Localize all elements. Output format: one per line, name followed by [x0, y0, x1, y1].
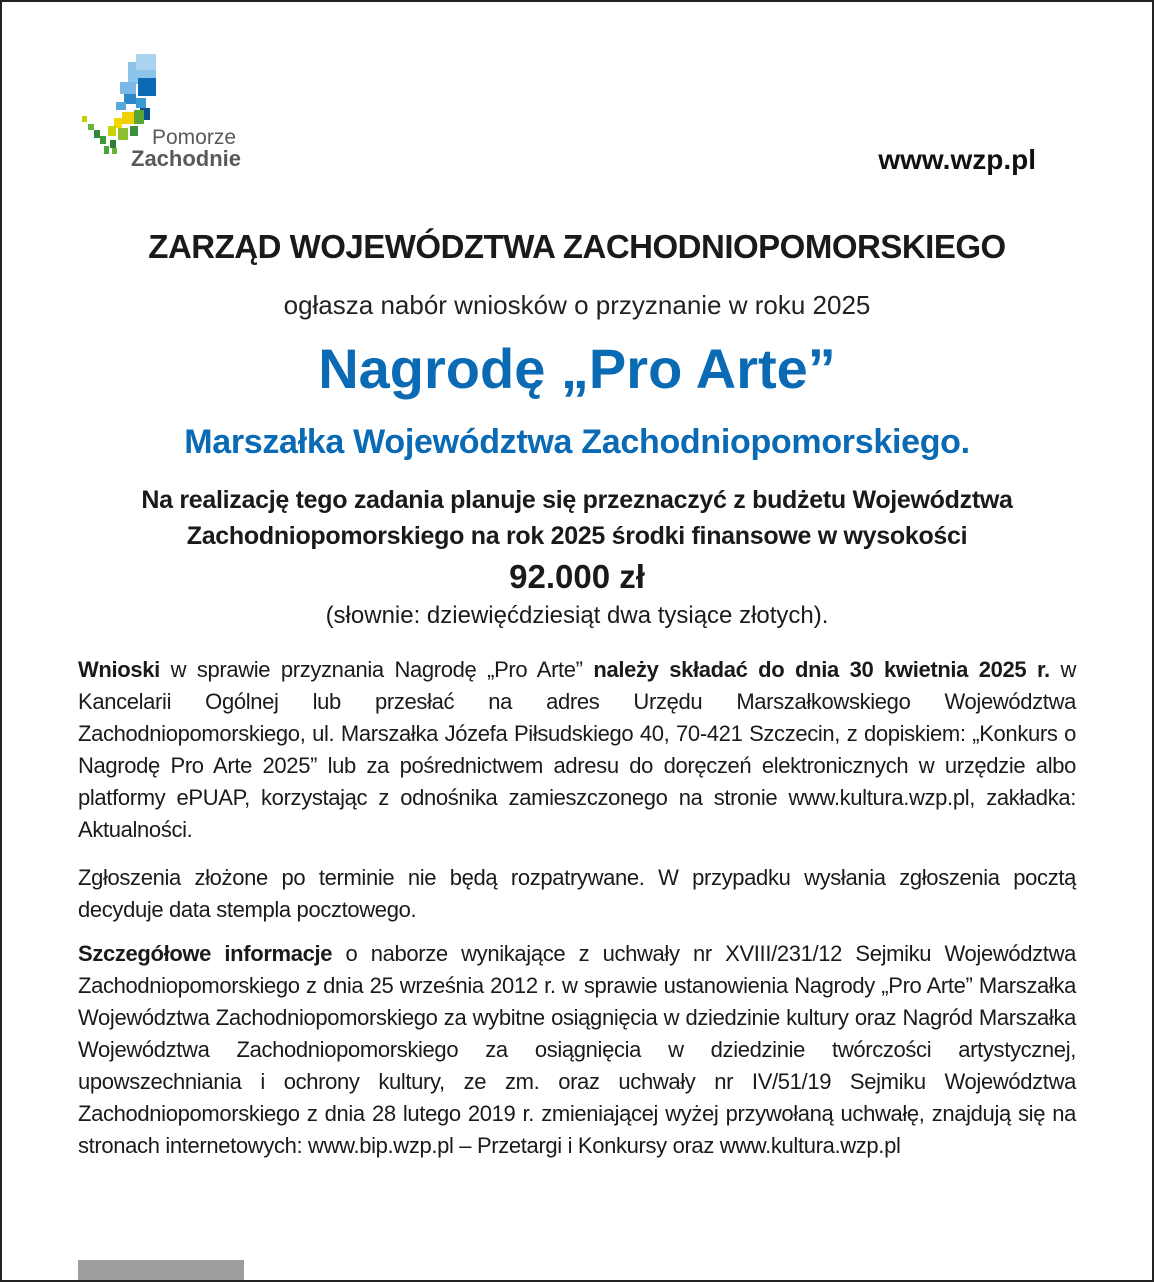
paragraph-deadline-note — [78, 862, 1076, 926]
budget-line-2: Zachodniopomorskiego na rok 2025 środki finansowe w wysokości — [186, 522, 968, 550]
announcement-subtitle: ogłasza nabór wniosków o przyznanie w roku 2025 — [283, 290, 871, 320]
budget-amount-words: (słownie: dziewięćdziesiąt dwa tysiące złotych). — [325, 602, 829, 629]
body-text: w Kancelarii Ogólnej lub przesłać na adres Urzędu Marszałkowskiego Województwa Zachodniopomorskiego, ul. Marszałka Józefa Piłsudskiego 40, 70-421 Szczecin, z dopiskiem: „Konkurs o Nagrodę Pro Arte 2025” lub za pośrednictwem adresu do doręczeń elektronicznych w urzędzie albo platformy ePUAP, korzystając z odnośnika zamieszczonego na stronie www.kultura.wzp.pl, zakładka: Aktualności. — [78, 657, 1076, 842]
logo-text-pomorze: Pomorze — [152, 126, 237, 149]
authority-heading: ZARZĄD WOJEWÓDZTWA ZACHODNIOPOMORSKIEGO — [148, 228, 1006, 265]
body-text: w sprawie przyznania Nagrodę „Pro Arte” — [159, 657, 594, 682]
budget-statement — [0, 482, 1154, 554]
bold-text: należy składać do dnia 30 kwietnia 2025 r. — [593, 657, 1050, 682]
bold-text: Wnioski — [78, 657, 160, 682]
award-title: Nagrodę „Pro Arte” — [318, 337, 836, 400]
award-subtitle: Marszałka Województwa Zachodniopomorskiego. — [184, 423, 970, 461]
budget-amount: 92.000 zł — [509, 558, 645, 595]
website-url[interactable]: www.wzp.pl — [878, 144, 1036, 175]
body-text: o naborze wynikające z uchwały nr XVIII/231/12 Sejmiku Województwa Zachodniopomorskiego z dnia 25 września 2012 r. w sprawie ustanowienia Nagrody „Pro Arte” Marszałka Województwa Zachodniopomorskiego za wybitne osiągnięcia w dziedzinie kultury oraz Nagród Marszałka Województwa Zachodniopomorskiego za osiągnięcia w dziedzinie twórczości artystycznej, upowszechniania i ochrony kultury, ze zm. oraz uchwały nr IV/51/19 Sejmiku Województwa Zachodniopomorskiego z dnia 28 lutego 2019 r. zmieniającej wyżej przywołaną uchwałę, znajdują się na stronach internetowych: www.bip.wzp.pl – Przetargi i Konkursy oraz www.kultura.wzp.pl — [78, 941, 1076, 1158]
bold-text: Szczegółowe informacje — [78, 941, 333, 966]
footer-gray-bar — [78, 1260, 244, 1280]
budget-line-1: Na realizację tego zadania planuje się przeznaczyć z budżetu Województwa — [141, 486, 1013, 514]
logo-text-zachodnie: Zachodnie — [131, 146, 242, 171]
body-text: Zgłoszenia złożone po terminie nie będą rozpatrywane. W przypadku wysłania zgłoszenia pocztą decyduje data stempla pocztowego. — [78, 865, 1076, 922]
paragraph-details — [78, 938, 1076, 1162]
paragraph-submission — [78, 654, 1076, 846]
